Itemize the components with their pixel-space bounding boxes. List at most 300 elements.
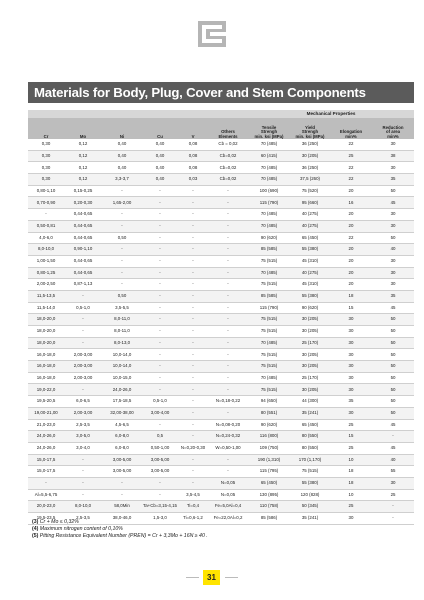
materials-table bbox=[28, 110, 414, 525]
table-cell: - bbox=[142, 337, 178, 349]
table-cell: 24,0-26,0 bbox=[28, 442, 64, 454]
table-cell: 22 bbox=[330, 232, 372, 244]
table-cell: 20 bbox=[330, 244, 372, 256]
table-cell: 50 bbox=[372, 232, 414, 244]
table-row bbox=[28, 314, 414, 326]
table-cell: 110 (758) bbox=[248, 501, 290, 513]
table-row bbox=[28, 337, 414, 349]
table-cell: - bbox=[178, 431, 208, 443]
table-cell: 0,08 bbox=[178, 150, 208, 162]
table-row bbox=[28, 185, 414, 197]
table-cell: 24,0-26,0 bbox=[28, 431, 64, 443]
table-cell: 109 (750) bbox=[248, 442, 290, 454]
table-cell: - bbox=[64, 454, 102, 466]
table-cell: 50 bbox=[372, 407, 414, 419]
column-header-line: Tensile bbox=[261, 125, 277, 131]
table-cell: - bbox=[208, 384, 248, 396]
table-cell: 30 bbox=[372, 279, 414, 291]
table-cell: - bbox=[142, 477, 178, 489]
table-cell: 115 (790) bbox=[248, 197, 290, 209]
table-cell: N=0,24-0,32 bbox=[208, 431, 248, 443]
table-cell: 50 bbox=[372, 326, 414, 338]
table-cell: 18 bbox=[330, 477, 372, 489]
table-cell: 75 (515) bbox=[248, 279, 290, 291]
table-row bbox=[28, 290, 414, 302]
table-cell: 38 bbox=[372, 150, 414, 162]
table-cell: 19,5-23,5 bbox=[28, 513, 64, 525]
table-cell: 0,50-0,81 bbox=[28, 220, 64, 232]
table-cell: - bbox=[64, 384, 102, 396]
table-cell: - bbox=[208, 244, 248, 256]
table-cell: 30 bbox=[372, 220, 414, 232]
table-row bbox=[28, 407, 414, 419]
table-cell: - bbox=[142, 185, 178, 197]
table-row bbox=[28, 372, 414, 384]
table-cell: - bbox=[208, 267, 248, 279]
table-cell: 3,5-4,5 bbox=[178, 489, 208, 501]
table-cell: 20 bbox=[330, 279, 372, 291]
table-cell: - bbox=[178, 197, 208, 209]
table-cell: W=0,50-1,00 bbox=[208, 442, 248, 454]
table-cell: 35 bbox=[330, 396, 372, 408]
table-cell: - bbox=[178, 220, 208, 232]
table-cell: - bbox=[102, 185, 142, 197]
table-cell: 94 (650) bbox=[248, 396, 290, 408]
column-header bbox=[290, 118, 330, 139]
table-cell: N=0,20-0,30 bbox=[178, 442, 208, 454]
table-cell: 20 bbox=[330, 255, 372, 267]
table-cell: 30 (205) bbox=[290, 326, 330, 338]
table-cell: 8,0-13,0 bbox=[102, 337, 142, 349]
column-header-line: min. ksi (MPa) bbox=[254, 133, 284, 139]
table-cell: 0,40 bbox=[142, 162, 178, 174]
table-row bbox=[28, 174, 414, 186]
table-cell: - bbox=[142, 267, 178, 279]
table-cell: - bbox=[178, 314, 208, 326]
table-cell: 70 (485) bbox=[248, 267, 290, 279]
table-cell: - bbox=[142, 384, 178, 396]
table-cell: 0,50 bbox=[102, 232, 142, 244]
table-cell: 2,00-2,50 bbox=[28, 279, 64, 291]
table-row bbox=[28, 302, 414, 314]
footnote-number: (5) bbox=[32, 532, 39, 539]
table-row bbox=[28, 267, 414, 279]
table-row bbox=[28, 255, 414, 267]
footnote-number: (4) bbox=[32, 525, 39, 532]
table-cell: 32,00-38,00 bbox=[102, 407, 142, 419]
table-cell: 22 bbox=[330, 139, 372, 150]
footnote-text: Cr + Mo ≤ 0,32% bbox=[39, 519, 79, 525]
table-cell: - bbox=[142, 209, 178, 221]
table-cell: - bbox=[102, 267, 142, 279]
table-cell: 0,44-0,65 bbox=[64, 220, 102, 232]
table-cell: 70 (485) bbox=[248, 174, 290, 186]
table-cell: 30 bbox=[330, 314, 372, 326]
table-row bbox=[28, 419, 414, 431]
table-cell: 11,5-13,5 bbox=[28, 290, 64, 302]
table-cell: 0,12 bbox=[64, 139, 102, 150]
table-cell: - bbox=[208, 290, 248, 302]
table-cell: 30 (205) bbox=[290, 361, 330, 373]
column-header bbox=[330, 118, 372, 139]
page-footer bbox=[186, 570, 238, 586]
table-cell: 11,5-14,0 bbox=[28, 302, 64, 314]
table-row bbox=[28, 139, 414, 150]
table-cell: 20 bbox=[330, 267, 372, 279]
table-cell: 30 bbox=[330, 372, 372, 384]
table-cell: 75 (520) bbox=[290, 185, 330, 197]
table-cell: 25 bbox=[330, 150, 372, 162]
column-header-line: Mo bbox=[79, 133, 87, 139]
table-cell: 30 bbox=[372, 139, 414, 150]
table-cell: - bbox=[208, 209, 248, 221]
table-cell: 190 (1,310) bbox=[248, 454, 290, 466]
table-cell: 36 (250) bbox=[290, 162, 330, 174]
table-cell: 40 bbox=[372, 244, 414, 256]
column-header-line: min% bbox=[387, 133, 399, 139]
table-cell: 80 (550) bbox=[290, 431, 330, 443]
table-cell: - bbox=[178, 384, 208, 396]
table-cell: 35 bbox=[372, 174, 414, 186]
table-cell: 58,0Min bbox=[102, 501, 142, 513]
table-cell: 70 (485) bbox=[248, 209, 290, 221]
table-cell: 1,5-3,0 bbox=[142, 513, 178, 525]
table-cell: 0,08 bbox=[178, 139, 208, 150]
table-row bbox=[28, 279, 414, 291]
table-cell: 24,0-26,0 bbox=[102, 384, 142, 396]
table-cell: 0,44-0,65 bbox=[64, 267, 102, 279]
table-cell: - bbox=[208, 326, 248, 338]
table-cell: Cb=0,02 bbox=[208, 150, 248, 162]
table-cell: Ti=0,4 bbox=[178, 501, 208, 513]
table-cell: - bbox=[102, 279, 142, 291]
table-cell: 22 bbox=[330, 174, 372, 186]
table-row bbox=[28, 431, 414, 443]
table-cell: - bbox=[178, 232, 208, 244]
table-cell: - bbox=[102, 209, 142, 221]
table-cell: 2,00-3,00 bbox=[64, 361, 102, 373]
table-cell: - bbox=[178, 407, 208, 419]
column-header-line: Reduction bbox=[382, 125, 404, 131]
table-cell: 30 bbox=[330, 349, 372, 361]
table-cell: - bbox=[208, 349, 248, 361]
table-cell: - bbox=[142, 361, 178, 373]
table-cell: 40 (275) bbox=[290, 267, 330, 279]
table-cell: 65 (450) bbox=[290, 419, 330, 431]
table-cell: - bbox=[142, 326, 178, 338]
table-cell: 2,5-3,5 bbox=[64, 419, 102, 431]
table-cell: 3,0-5,0 bbox=[64, 431, 102, 443]
table-cell: - bbox=[178, 185, 208, 197]
table-cell: 18 bbox=[330, 290, 372, 302]
column-header-row bbox=[28, 118, 414, 139]
table-cell: 30 bbox=[330, 384, 372, 396]
table-cell: 3,00-5,00 bbox=[102, 454, 142, 466]
column-header bbox=[64, 118, 102, 139]
table-cell: 30 (205) bbox=[290, 150, 330, 162]
table-cell: 116 (800) bbox=[248, 431, 290, 443]
table-cell: Cb=0,02 bbox=[208, 174, 248, 186]
table-cell: 130 (895) bbox=[248, 489, 290, 501]
table-cell: 0,20-0,30 bbox=[64, 197, 102, 209]
table-cell: 0,44-0,65 bbox=[64, 255, 102, 267]
table-cell: 3,5-5,5 bbox=[102, 302, 142, 314]
table-cell: 115 (795) bbox=[248, 466, 290, 478]
footnote bbox=[32, 533, 412, 540]
column-header bbox=[372, 118, 414, 139]
footnote-number: (3) bbox=[32, 519, 39, 525]
table-cell: 45 (310) bbox=[290, 279, 330, 291]
table-cell: Fe=22,0Al=0,2 bbox=[208, 513, 248, 525]
table-cell: - bbox=[64, 326, 102, 338]
table-cell: - bbox=[64, 314, 102, 326]
table-row bbox=[28, 466, 414, 478]
table-row bbox=[28, 326, 414, 338]
table-row bbox=[28, 150, 414, 162]
table-cell: - bbox=[142, 244, 178, 256]
table-cell: 1,00-1,50 bbox=[28, 255, 64, 267]
column-header bbox=[102, 118, 142, 139]
table-cell: 85 (586) bbox=[248, 513, 290, 525]
table-cell: 30 bbox=[372, 255, 414, 267]
table-cell: 16,0-18,0 bbox=[28, 372, 64, 384]
table-cell: 55 bbox=[372, 466, 414, 478]
table-cell: 3,00-5,00 bbox=[142, 466, 178, 478]
table-cell: 0,30 bbox=[28, 139, 64, 150]
table-cell: 20,0-23,0 bbox=[28, 501, 64, 513]
table-cell: 8,0-10,0 bbox=[28, 244, 64, 256]
table-cell: 50 bbox=[372, 384, 414, 396]
table-row bbox=[28, 501, 414, 513]
table-cell: - bbox=[64, 477, 102, 489]
table-row bbox=[28, 477, 414, 489]
table-cell: 50 (345) bbox=[290, 501, 330, 513]
table-cell: - bbox=[372, 431, 414, 443]
table-cell: 50 bbox=[372, 372, 414, 384]
table-cell: 50 bbox=[372, 361, 414, 373]
table-cell: - bbox=[178, 255, 208, 267]
table-cell: 50 bbox=[372, 185, 414, 197]
table-cell: 40 (275) bbox=[290, 220, 330, 232]
table-cell: 0,30 bbox=[28, 174, 64, 186]
table-cell: 20 bbox=[330, 209, 372, 221]
table-row bbox=[28, 384, 414, 396]
table-cell: 19,00-21,00 bbox=[28, 407, 64, 419]
column-header-line: Ni bbox=[119, 133, 125, 139]
column-header-line: min. ksi (MPa) bbox=[295, 133, 325, 139]
table-cell: - bbox=[142, 279, 178, 291]
table-cell: 75 (515) bbox=[248, 255, 290, 267]
table-cell: 15,0-17,5 bbox=[28, 466, 64, 478]
table-cell: Fe=5,0Al=0,4 bbox=[208, 501, 248, 513]
table-cell: 70 (485) bbox=[248, 139, 290, 150]
table-cell: 8,0-11,0 bbox=[102, 314, 142, 326]
table-cell: 16 bbox=[330, 197, 372, 209]
table-cell: 0,40 bbox=[142, 174, 178, 186]
table-cell: - bbox=[208, 361, 248, 373]
table-row bbox=[28, 396, 414, 408]
table-cell: 70 (485) bbox=[248, 372, 290, 384]
mechanical-properties-header: Mechanical Properties bbox=[248, 110, 414, 118]
table-cell: Ta+Cb=3,15-4,15 bbox=[142, 501, 178, 513]
table-cell: 10,0-15,0 bbox=[102, 372, 142, 384]
table-cell: 30 (205) bbox=[290, 314, 330, 326]
table-cell: 30 bbox=[330, 326, 372, 338]
table-cell: 6,0-8,0 bbox=[102, 431, 142, 443]
table-cell: - bbox=[28, 477, 64, 489]
table-cell: Cb = 0,02 bbox=[208, 139, 248, 150]
table-row bbox=[28, 197, 414, 209]
table-cell: 6,0-6,5 bbox=[64, 396, 102, 408]
column-header-line: Cr bbox=[43, 133, 49, 139]
table-cell: 100 (690) bbox=[248, 185, 290, 197]
table-cell: 50 bbox=[372, 337, 414, 349]
table-cell: 115 (790) bbox=[248, 302, 290, 314]
table-cell: - bbox=[208, 220, 248, 232]
column-header bbox=[142, 118, 178, 139]
table-cell: 65 (450) bbox=[248, 477, 290, 489]
column-header bbox=[28, 118, 64, 139]
table-cell: - bbox=[64, 290, 102, 302]
table-cell: - bbox=[178, 477, 208, 489]
table-cell: 25 (170) bbox=[290, 337, 330, 349]
table-cell: 0,30 bbox=[28, 162, 64, 174]
table-cell: 20 bbox=[330, 185, 372, 197]
table-cell: Al=5,5-6,75 bbox=[28, 489, 64, 501]
table-cell: 0,50 bbox=[102, 290, 142, 302]
table-cell: 2,5-3,5 bbox=[64, 513, 102, 525]
table-cell: 75 (515) bbox=[248, 326, 290, 338]
column-header-line: Cu bbox=[157, 133, 163, 139]
table-cell: 25 bbox=[330, 419, 372, 431]
table-cell: 10,0-14,0 bbox=[102, 361, 142, 373]
table-row bbox=[28, 454, 414, 466]
table-cell: - bbox=[142, 372, 178, 384]
table-cell: 30 bbox=[330, 337, 372, 349]
table-cell: 18 bbox=[330, 466, 372, 478]
table-cell: 21,0-23,0 bbox=[28, 419, 64, 431]
table-cell: 50 bbox=[372, 314, 414, 326]
table-cell: 2,00-3,00 bbox=[64, 407, 102, 419]
table-cell: - bbox=[64, 466, 102, 478]
table-cell: 170 (1,170) bbox=[290, 454, 330, 466]
table-cell: - bbox=[178, 419, 208, 431]
table-cell: - bbox=[178, 326, 208, 338]
table-cell: 70 (485) bbox=[248, 220, 290, 232]
table-cell: - bbox=[208, 185, 248, 197]
table-cell: 120 (828) bbox=[290, 489, 330, 501]
table-cell: - bbox=[142, 197, 178, 209]
table-cell: - bbox=[178, 349, 208, 361]
table-cell: - bbox=[178, 454, 208, 466]
table-cell: - bbox=[64, 489, 102, 501]
table-cell: 0,08 bbox=[178, 162, 208, 174]
table-cell: 0,40 bbox=[142, 139, 178, 150]
column-header-line: V bbox=[191, 133, 195, 139]
page-number: 31 bbox=[203, 570, 220, 585]
table-cell: N=0,05 bbox=[208, 489, 248, 501]
table-row bbox=[28, 442, 414, 454]
table-cell: - bbox=[208, 337, 248, 349]
table-cell: 75 (515) bbox=[248, 384, 290, 396]
table-cell: - bbox=[208, 407, 248, 419]
table-cell: 35 (241) bbox=[290, 407, 330, 419]
table-cell: - bbox=[372, 513, 414, 525]
table-cell: - bbox=[208, 232, 248, 244]
table-cell: 40 bbox=[372, 454, 414, 466]
table-cell: - bbox=[64, 337, 102, 349]
table-cell: - bbox=[178, 279, 208, 291]
table-cell: - bbox=[178, 372, 208, 384]
table-cell: 30 bbox=[330, 361, 372, 373]
table-cell: 1,65-2,00 bbox=[102, 197, 142, 209]
footnote bbox=[32, 526, 412, 533]
table-cell: - bbox=[142, 419, 178, 431]
table-cell: 17,5-18,5 bbox=[102, 396, 142, 408]
table-cell: 25 bbox=[372, 489, 414, 501]
table-cell: - bbox=[102, 220, 142, 232]
table-cell: 90 (620) bbox=[248, 232, 290, 244]
table-cell: - bbox=[208, 279, 248, 291]
table-cell: - bbox=[102, 255, 142, 267]
table-cell: 0,87-1,13 bbox=[64, 279, 102, 291]
table-cell: 95 (660) bbox=[290, 197, 330, 209]
table-row bbox=[28, 209, 414, 221]
table-row bbox=[28, 232, 414, 244]
table-cell: 30 bbox=[372, 267, 414, 279]
table-cell: 16,0-18,0 bbox=[28, 361, 64, 373]
table-row bbox=[28, 349, 414, 361]
table-cell: 8,0-10,0 bbox=[64, 501, 102, 513]
column-header bbox=[208, 118, 248, 139]
table-cell: 35 (241) bbox=[290, 513, 330, 525]
table-cell: 0,40 bbox=[102, 139, 142, 150]
table-cell: 6,0-8,0 bbox=[102, 442, 142, 454]
table-cell: 90 (620) bbox=[290, 302, 330, 314]
table-cell: 4,0-6,0 bbox=[28, 232, 64, 244]
table-cell: - bbox=[208, 255, 248, 267]
table-cell: - bbox=[102, 489, 142, 501]
column-header-line: Elements bbox=[218, 133, 238, 139]
table-cell: 45 bbox=[372, 442, 414, 454]
table-cell: 15 bbox=[330, 431, 372, 443]
table-cell: 44 (300) bbox=[290, 396, 330, 408]
table-cell: 3,3-3,7 bbox=[102, 174, 142, 186]
table-cell: 18,0-20,0 bbox=[28, 314, 64, 326]
table-cell: 40 (275) bbox=[290, 209, 330, 221]
table-cell: 2,00-3,00 bbox=[64, 349, 102, 361]
table-cell: - bbox=[142, 489, 178, 501]
table-row bbox=[28, 361, 414, 373]
table-cell: 0,40 bbox=[142, 150, 178, 162]
table-cell: 30 bbox=[372, 477, 414, 489]
table-cell: 0,03 bbox=[178, 174, 208, 186]
table-cell: 60 (415) bbox=[248, 150, 290, 162]
table-cell: - bbox=[102, 244, 142, 256]
table-cell: Ti=0,6-1,2 bbox=[178, 513, 208, 525]
column-header-line: Strengh bbox=[260, 129, 278, 135]
table-cell: 38,0-46,0 bbox=[102, 513, 142, 525]
table-cell: 30 (205) bbox=[290, 349, 330, 361]
table-cell: 0,40 bbox=[102, 162, 142, 174]
table-cell: 50 bbox=[372, 349, 414, 361]
table-cell: - bbox=[372, 501, 414, 513]
table-cell: 22 bbox=[330, 162, 372, 174]
table-cell: - bbox=[208, 197, 248, 209]
table-cell: 75 (515) bbox=[290, 466, 330, 478]
table-cell: 19,0-22,0 bbox=[28, 384, 64, 396]
table-cell: 15,0-17,5 bbox=[28, 454, 64, 466]
